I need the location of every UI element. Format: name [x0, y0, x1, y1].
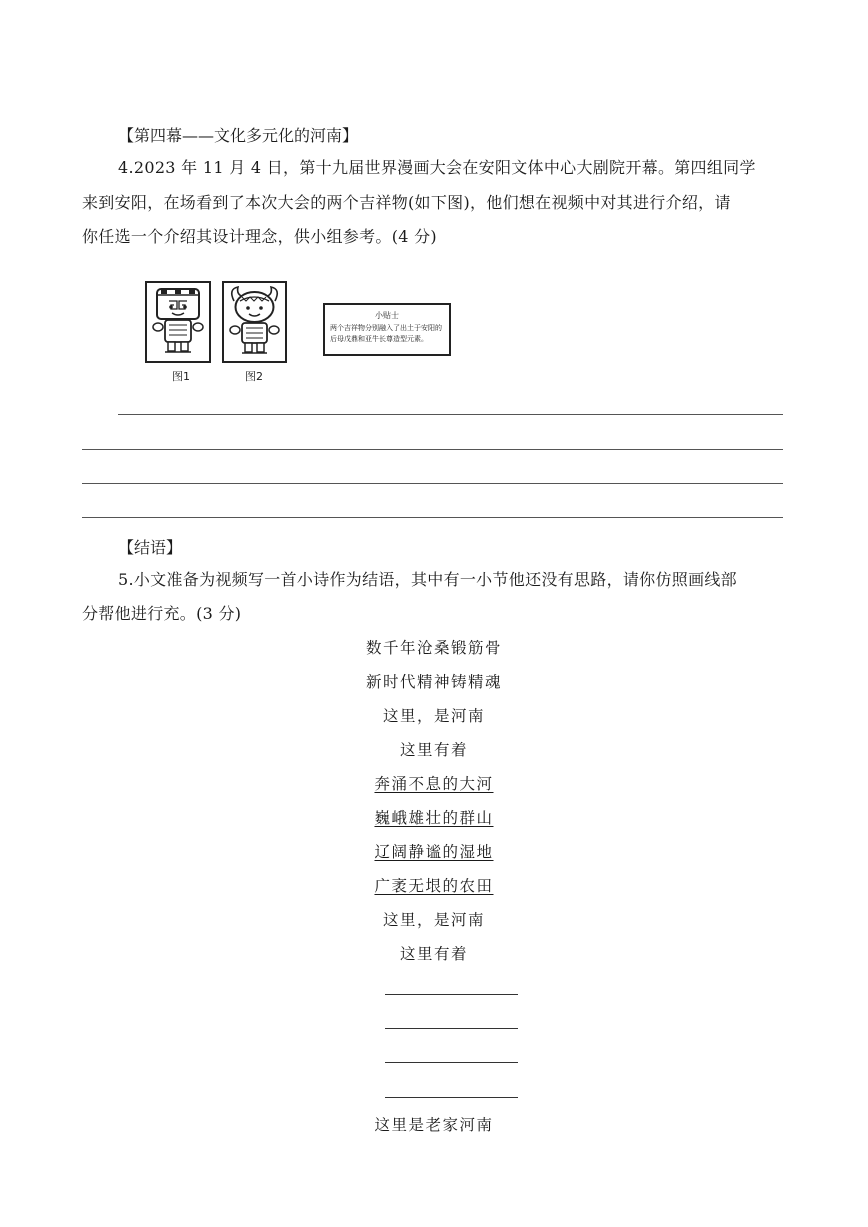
figure1-caption: 图1: [172, 370, 190, 383]
tip-text: 两个吉祥物分别融入了出土于安阳的后母戊鼎和亚牛长尊造型元素。: [330, 324, 442, 343]
underlined-text: 奔涌不息的大河: [374, 775, 494, 793]
poem-line-2: 新时代精神铸精魂: [365, 673, 502, 691]
poem-blank-1[interactable]: [385, 994, 518, 995]
tip-box: [323, 303, 451, 356]
poem-underlined-line-2: [0, 806, 868, 828]
question5-line2: 分帮他进行充。(3 分): [82, 604, 242, 623]
underlined-text: 广袤无垠的农田: [374, 877, 494, 895]
mascot-figure-1: [145, 281, 211, 363]
poem-blank-3[interactable]: [385, 1062, 518, 1063]
answer-line-4[interactable]: [82, 517, 783, 518]
mascot-figure-2: [222, 281, 287, 363]
figure2-caption: 图2: [245, 370, 263, 383]
section5-title: 【结语】: [118, 538, 183, 557]
poem-underlined-line-1: [0, 772, 868, 794]
answer-line-3[interactable]: [82, 483, 783, 484]
section4-title: 【第四幕——文化多元化的河南】: [118, 126, 359, 145]
answer-line-1[interactable]: [118, 414, 783, 415]
poem-blank-2[interactable]: [385, 1028, 518, 1029]
poem-line-1: 数千年沧桑锻筋骨: [365, 639, 502, 657]
tip-title: 小贴士: [375, 311, 399, 320]
poem-line-6: 这里有着: [399, 945, 468, 963]
poem-line-3: 这里，是河南: [382, 707, 485, 725]
ding-mascot-illustration: [147, 283, 209, 361]
question4-line3: 你任选一个介绍其设计理念，供小组参考。(4 分): [82, 227, 437, 246]
poem-blank-4[interactable]: [385, 1097, 518, 1098]
question4-line2: 来到安阳，在场看到了本次大会的两个吉祥物(如下图)，他们想在视频中对其进行介绍，请: [82, 193, 731, 212]
poem-underlined-line-4: [0, 874, 868, 896]
question4-line1: 4.2023 年 11 月 4 日，第十九届世界漫画大会在安阳文体中心大剧院开幕。第四组同学: [118, 158, 756, 177]
ox-mascot-illustration: [224, 283, 285, 361]
poem-underlined-line-3: [0, 840, 868, 862]
question5-line1: 5.小文准备为视频写一首小诗作为结语，其中有一小节他还没有思路，请你仿照画线部: [118, 570, 737, 589]
underlined-text: 辽阔静谧的湿地: [374, 843, 494, 861]
underlined-text: 巍峨雄壮的群山: [374, 809, 494, 827]
answer-line-2[interactable]: [82, 449, 783, 450]
poem-line-4: 这里有着: [399, 741, 468, 759]
poem-last-line: 这里是老家河南: [374, 1116, 494, 1134]
poem-line-5: 这里，是河南: [382, 911, 485, 929]
